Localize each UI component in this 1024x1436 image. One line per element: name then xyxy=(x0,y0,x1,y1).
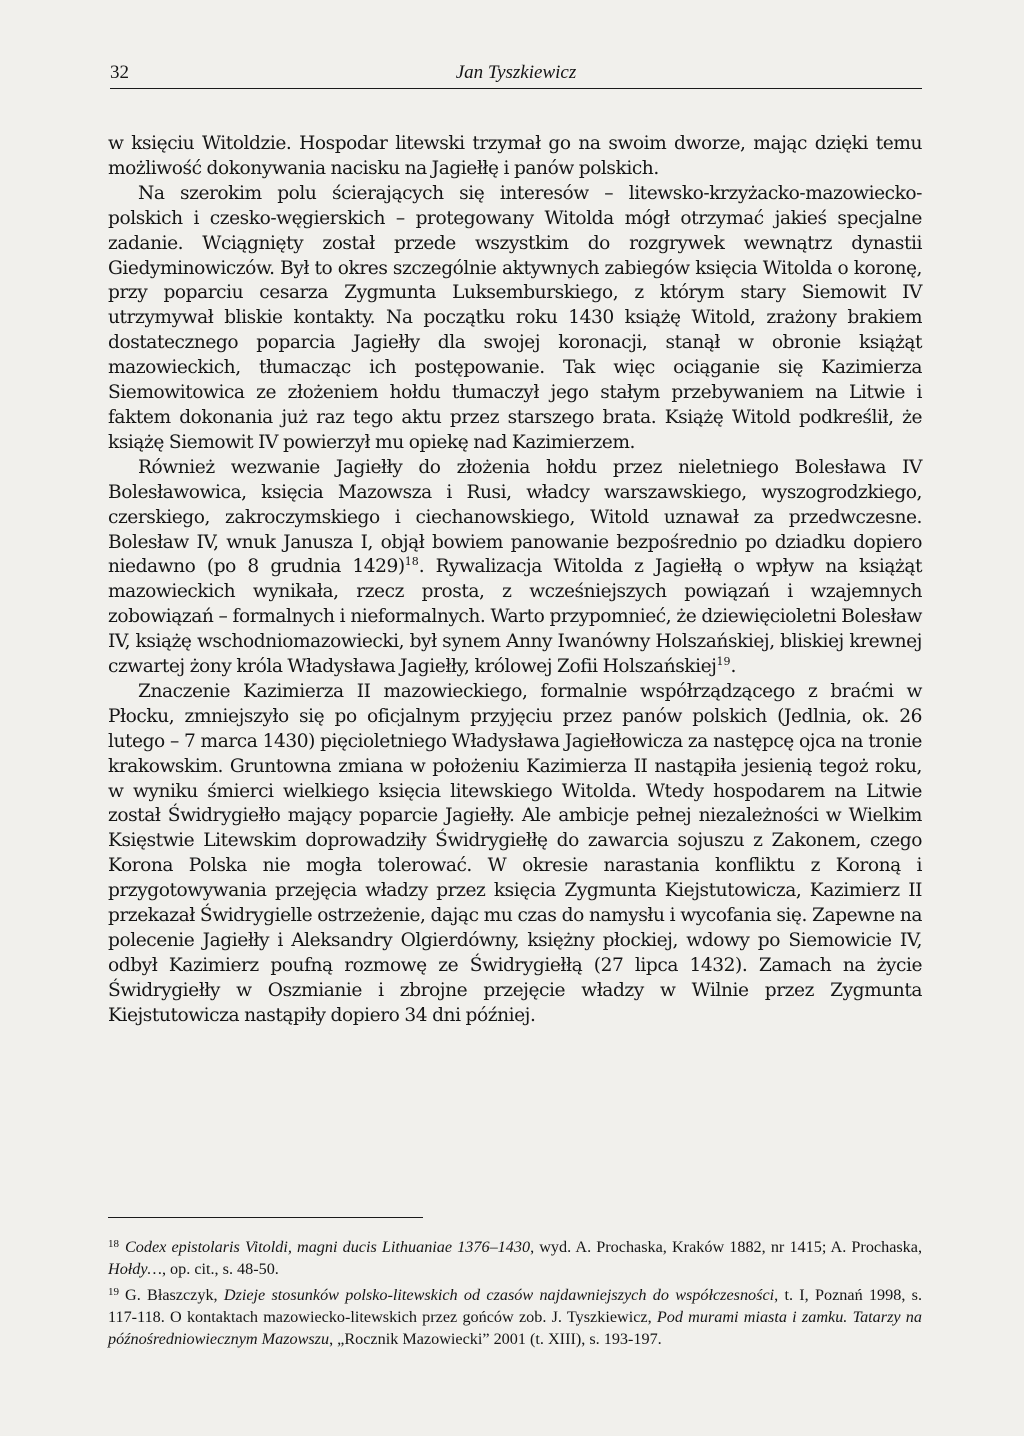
paragraph-text: . Rywalizacja Witolda z Jagiełłą o wpływ na książąt mazowieckich wynikała, rzecz prosta, z wcześniejszych powiązań i wzajemnych zobowiązań – formalnych i nieformalnych. Warto przypomnieć, że dziewięcioletni Bolesław IV, książę wschodniomazowiecki, był synem Anny Iwanówny Holszańskiej, bliskiej krewnej czwartej żony króla Władysława Jagiełły, królowej Zofii Holszańskiej xyxy=(108,556,922,678)
footnote-source-title: Dzieje stosunków polsko-litewskich od czasów najdawniejszych do współczesności xyxy=(223,1286,775,1304)
footnote-author: G. Błaszczyk, xyxy=(125,1286,224,1304)
footnote-ref-19: 19 xyxy=(716,655,731,669)
footnote-source-title: Pod murami miasta i zamku. Tatarzy na późnośredniowiecznym Mazowszu xyxy=(108,1308,922,1348)
paragraph-text: Znaczenie Kazimierza II mazowieckiego, formalnie współrządzącego z braćmi w Płocku, zmniejszyło się po oficjalnym przyjęciu przez panów polskich (Jedlnia, ok. 26 lutego – 7 marca 1430) pięcioletniego Władysława Jagiełłowicza za następcę ojca na tronie krakowskim. Gruntowna zmiana w położeniu Kazimierza II nastąpiła jesienią tegoż roku, w wyniku śmierci wielkiego księcia litewskiego Witolda. Wtedy hospodarem na Litwie został Świdrygiełło mający poparcie Jagiełły. Ale ambicje pełnej niezależności w Wielkim Księstwie Litewskim doprowadziły Świdrygiełłę do zawarcia sojuszu z Zakonem, czego Korona Polska nie mogła tolerować. W okresie narastania konfliktu z Koroną i przygotowywania przejęcia władzy przez księcia Zygmunta Kiejstutowicza, Kazimierz II przekazał Świdrygielle ostrzeżenie, dając mu czas do namysłu i wycofania się. Zapewne na polecenie Jagiełły i Aleksandry Olgierdówny, księżny płockiej, wdowy po Siemowicie IV, odbył Kazimierz poufną rozmowę ze Świdrygiełłą (27 lipca 1432). Zamach na życie Świdrygiełły w Oszmianie i zbrojne przejęcie władzy w Wilnie przez Zygmunta Kiejstutowicza nastąpiły dopiero 34 dni później. xyxy=(108,680,922,1026)
main-text xyxy=(108,132,922,1029)
footnote-text: , „Rocznik Mazowiecki” 2001 (t. XIII), s. 193-197. xyxy=(329,1330,662,1348)
paragraph xyxy=(108,182,922,456)
footnote-number: 18 xyxy=(108,1238,119,1250)
paragraph xyxy=(108,132,922,182)
footnote-source-title: Hołdy… xyxy=(108,1260,162,1278)
page-number: 32 xyxy=(110,62,129,83)
footnote-19 xyxy=(108,1284,922,1350)
paragraph xyxy=(108,456,922,680)
paragraph-text: w księciu Witoldzie. Hospodar litewski trzymał go na swoim dworze, mając dzięki temu możliwość dokonywania nacisku na Jagiełłę i panów polskich. xyxy=(108,133,922,179)
footnote-divider xyxy=(108,1217,423,1218)
footnote-number: 19 xyxy=(108,1286,119,1298)
footnote-18 xyxy=(108,1236,922,1280)
footnote-source-title: Codex epistolaris Vitoldi, magni ducis Lithuaniae 1376–1430 xyxy=(125,1238,531,1256)
paragraph-text: Również wezwanie Jagiełły do złożenia hołdu przez nieletniego Bolesława IV Bolesławowica, księcia Mazowsza i Rusi, władcy warszawskiego, wyszogrodzkiego, czerskiego, zakroczymskiego i ciechanowskiego, Witold uznawał za przedwczesne. Bolesław IV, wnuk Janusza I, objął bowiem panowanie bezpośrednio po dziadku dopiero niedawno (po 8 grudnia 1429) xyxy=(108,456,922,578)
paragraph-text: Na szerokim polu ścierających się interesów – litewsko-krzyżacko-mazowiecko-polskich i czesko-węgierskich – protegowany Witolda mógł otrzymać jakieś specjalne zadanie. Wciągnięty został przede wszystkim do rozgrywek wewnątrz dynastii Giedyminowiczów. Był to okres szczególnie aktywnych zabiegów księcia Witolda o koronę, przy poparciu cesarza Zygmunta Luksemburskiego, z którym stary Siemowit IV utrzymywał bliskie kontakty. Na początku roku 1430 książę Witold, zrażony brakiem dostatecznego poparcia Jagiełły dla swojej koronacji, stanął w obronie książąt mazowieckich, tłumacząc ich postępowanie. Tak więc ociąganie się Kazimierza Siemowitowica ze złożeniem hołdu tłumaczył jego stałym przebywaniem na Litwie i faktem dokonania już raz tego aktu przez starszego brata. Książę Witold podkreślił, że książę Siemowit IV powierzył mu opiekę nad Kazimierzem. xyxy=(108,182,922,453)
footnote-ref-18: 18 xyxy=(404,555,419,569)
running-head: Jan Tyszkiewicz xyxy=(455,62,577,83)
page-header xyxy=(110,62,922,89)
footnotes xyxy=(108,1236,922,1354)
footnote-text: , t. I, Poznań 1998, s. 117-118. O kontaktach mazowiecko-litewskich przez gońców zob. J. Tyszkiewicz, xyxy=(108,1286,922,1326)
paragraph-text: . xyxy=(730,656,736,678)
paragraph xyxy=(108,680,922,1029)
footnote-text: , op. cit., s. 48-50. xyxy=(161,1260,279,1278)
footnote-text: , wyd. A. Prochaska, Kraków 1882, nr 1415; A. Prochaska, xyxy=(530,1238,923,1256)
